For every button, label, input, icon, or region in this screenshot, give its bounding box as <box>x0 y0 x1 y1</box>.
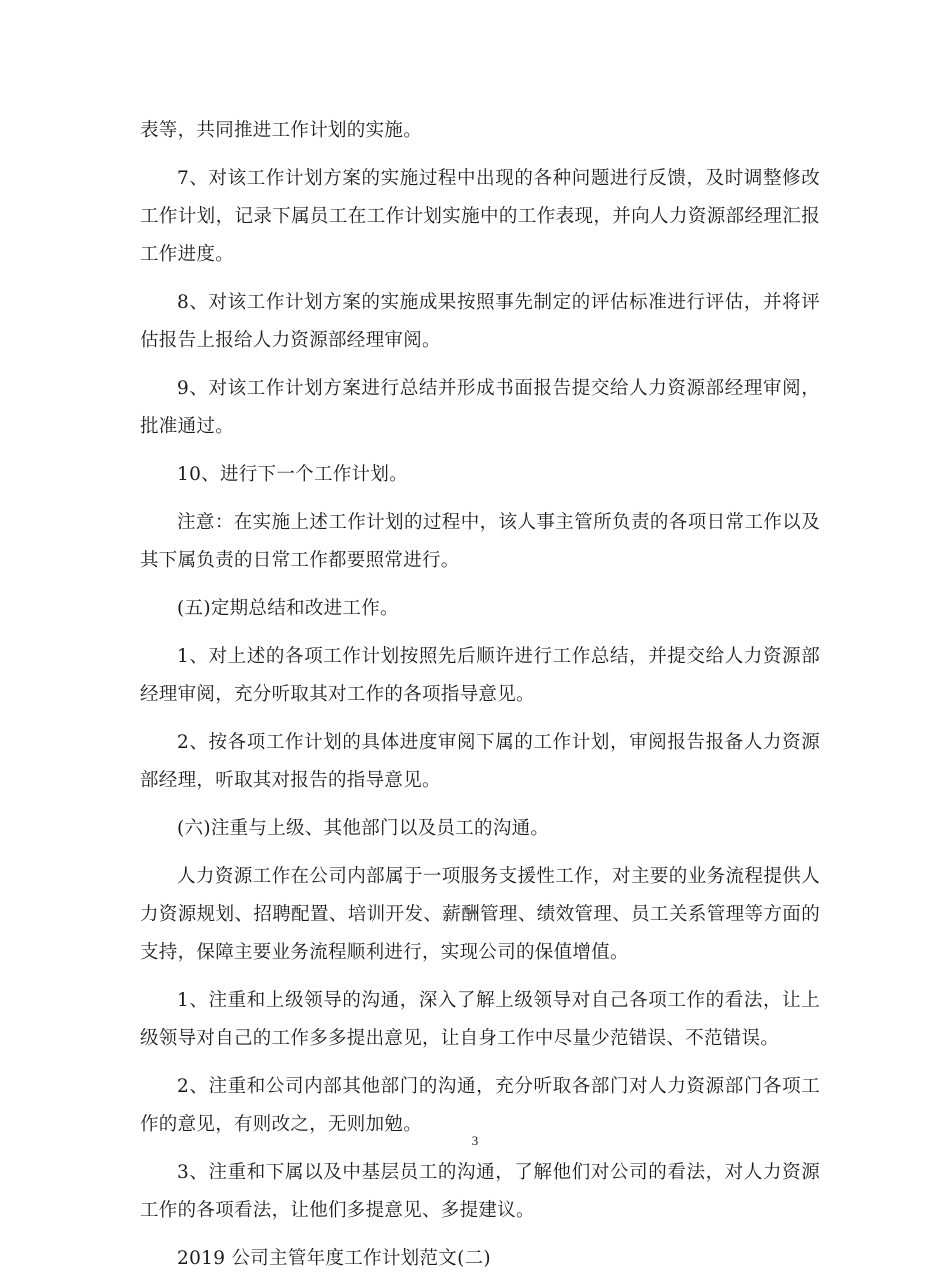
section-heading-6: (六)注重与上级、其他部门以及员工的沟通。 <box>177 818 550 839</box>
paragraph-note: 注意：在实施上述工作计划的过程中，该人事主管所负责的各项日常工作以及其下属负责的日常工作都要照常进行。 <box>140 512 820 571</box>
paragraph-item-7: 7、对该工作计划方案的实施过程中出现的各种问题进行反馈，及时调整修改工作计划，记录下属员工在工作计划实施中的工作表现，并向人力资源部经理汇报工作进度。 <box>140 168 820 265</box>
document-body <box>140 112 820 1288</box>
paragraph-6-item-2: 2、注重和公司内部其他部门的沟通，充分听取各部门对人力资源部门各项工作的意见，有则改之，无则加勉。 <box>140 1076 820 1135</box>
paragraph-6-item-3: 3、注重和下属以及中基层员工的沟通，了解他们对公司的看法，对人力资源工作的各项看法，让他们多提意见、多提建议。 <box>140 1162 820 1221</box>
paragraph-5-item-1: 1、对上述的各项工作计划按照先后顺许进行工作总结，并提交给人力资源部经理审阅，充分听取其对工作的各项指导意见。 <box>140 646 820 705</box>
paragraph-6-intro: 人力资源工作在公司内部属于一项服务支援性工作，对主要的业务流程提供人力资源规划、招聘配置、培训开发、薪酬管理、绩效管理、员工关系管理等方面的支持，保障主要业务流程顺利进行，实现公司的保值增值。 <box>140 866 820 963</box>
page-number: 3 <box>471 1133 479 1148</box>
next-section-title: 2019 公司主管年度工作计划范文(二) <box>177 1248 491 1269</box>
paragraph-continuation: 表等，共同推进工作计划的实施。 <box>140 120 423 141</box>
section-heading-5: (五)定期总结和改进工作。 <box>177 598 399 619</box>
paragraph-5-item-2: 2、按各项工作计划的具体进度审阅下属的工作计划，审阅报告报备人力资源部经理，听取其对报告的指导意见。 <box>140 732 820 791</box>
paragraph-6-item-1: 1、注重和上级领导的沟通，深入了解上级领导对自己各项工作的看法，让上级领导对自己的工作多多提出意见，让自身工作中尽量少范错误、不范错误。 <box>140 990 820 1049</box>
paragraph-item-8: 8、对该工作计划方案的实施成果按照事先制定的评估标准进行评估，并将评估报告上报给人力资源部经理审阅。 <box>140 292 820 351</box>
paragraph-item-10: 10、进行下一个工作计划。 <box>177 464 408 485</box>
paragraph-item-9: 9、对该工作计划方案进行总结并形成书面报告提交给人力资源部经理审阅，批准通过。 <box>140 378 820 437</box>
